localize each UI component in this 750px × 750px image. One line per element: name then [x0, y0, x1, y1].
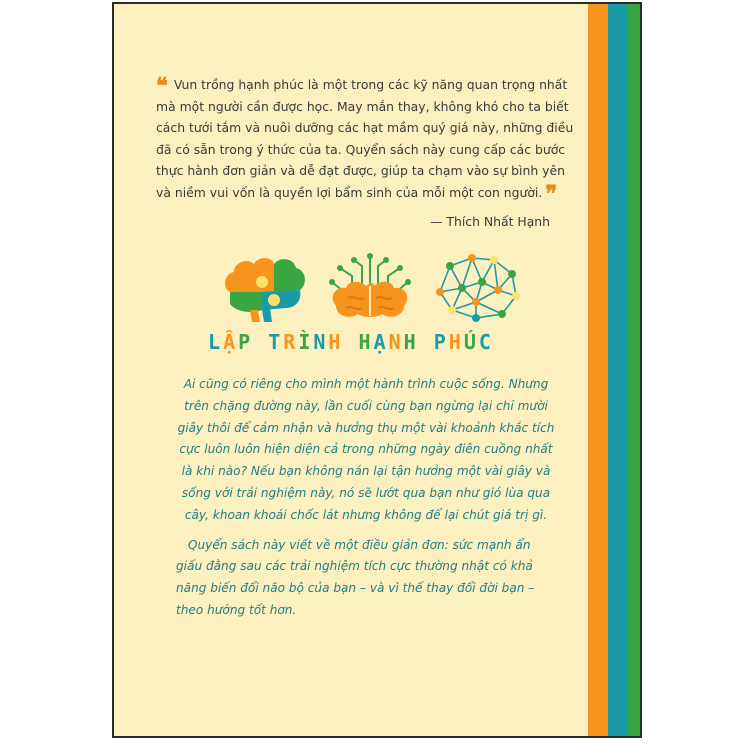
title-letter: N — [388, 330, 404, 354]
book-title — [114, 330, 588, 354]
title-letter: N — [313, 330, 329, 354]
blurb — [176, 374, 556, 630]
blurb-paragraph-2: Quyển sách này viết về một điều giản đơn: sức mạnh ẩn giấu đằng sau các trải nghiệm tích cực thường nhật có khả năng biến đổi não bộ của bạn – và vì thế thay đổi đời bạn – theo hướng tốt hơn. — [176, 537, 535, 617]
circuit-brain-icon — [326, 252, 414, 324]
title-letter: H — [358, 330, 374, 354]
orange-stripe — [588, 4, 608, 736]
blurb-paragraph-1: Ai cũng có riêng cho mình một hành trình cuộc sống. Nhưng trên chặng đường này, lần cuối cùng bạn ngừng lại chỉ mười giây thôi để cảm nhận và hưởng thụ một vài khoảnh khắc tích cực luôn luôn hiện diện cả trong những ngày điên cuồng nhất là khi nào? Nếu bạn không nán lại tận hưởng một vài giây và sống với trải nghiệm này, nó sẽ lướt qua bạn như gió lùa qua cây, khoan khoái chốc lát nhưng không để lại chút giá trị gì. — [177, 377, 555, 522]
title-letter: T — [268, 330, 284, 354]
title-letter: P — [238, 330, 254, 354]
title-letter — [343, 330, 358, 354]
title-letter: Ú — [463, 330, 479, 354]
title-letter: Ì — [298, 330, 314, 354]
title-letter: H — [448, 330, 464, 354]
network-brain-icon — [432, 252, 522, 324]
quote-block — [156, 73, 574, 207]
open-quote-icon: ❝ — [156, 73, 168, 99]
quote-text: Vun trồng hạnh phúc là một trong các kỹ năng quan trọng nhất mà một người cần được học. May mắn thay, không khó cho ta biết cách tưới tắm và nuôi dưỡng các hạt mầm quý giá này, những điều đã có sẵn trong ý thức của ta. Quyển sách này cung cấp các bước thực hành đơn giản và dễ đạt được, giúp ta chạm vào sự bình yên và niềm vui vốn là quyền lợi bẩm sinh của mỗi một con người. — [156, 77, 574, 200]
quote-author: — Thích Nhất Hạnh — [430, 214, 550, 229]
brain-illustrations — [222, 252, 522, 324]
green-stripe — [627, 4, 642, 736]
title-letter: H — [403, 330, 419, 354]
puzzle-brain-icon — [222, 252, 308, 322]
title-letter — [253, 330, 268, 354]
close-quote-icon: ❞ — [545, 180, 558, 207]
title-letter: R — [283, 330, 299, 354]
title-letter: Ạ — [373, 330, 389, 354]
teal-stripe — [608, 4, 627, 736]
title-letter — [419, 330, 434, 354]
title-letter: Ậ — [223, 330, 239, 354]
title-letter: H — [328, 330, 344, 354]
title-letter: P — [433, 330, 449, 354]
book-back-cover — [112, 2, 642, 738]
title-letter: C — [478, 330, 494, 354]
title-letter: L — [208, 330, 224, 354]
